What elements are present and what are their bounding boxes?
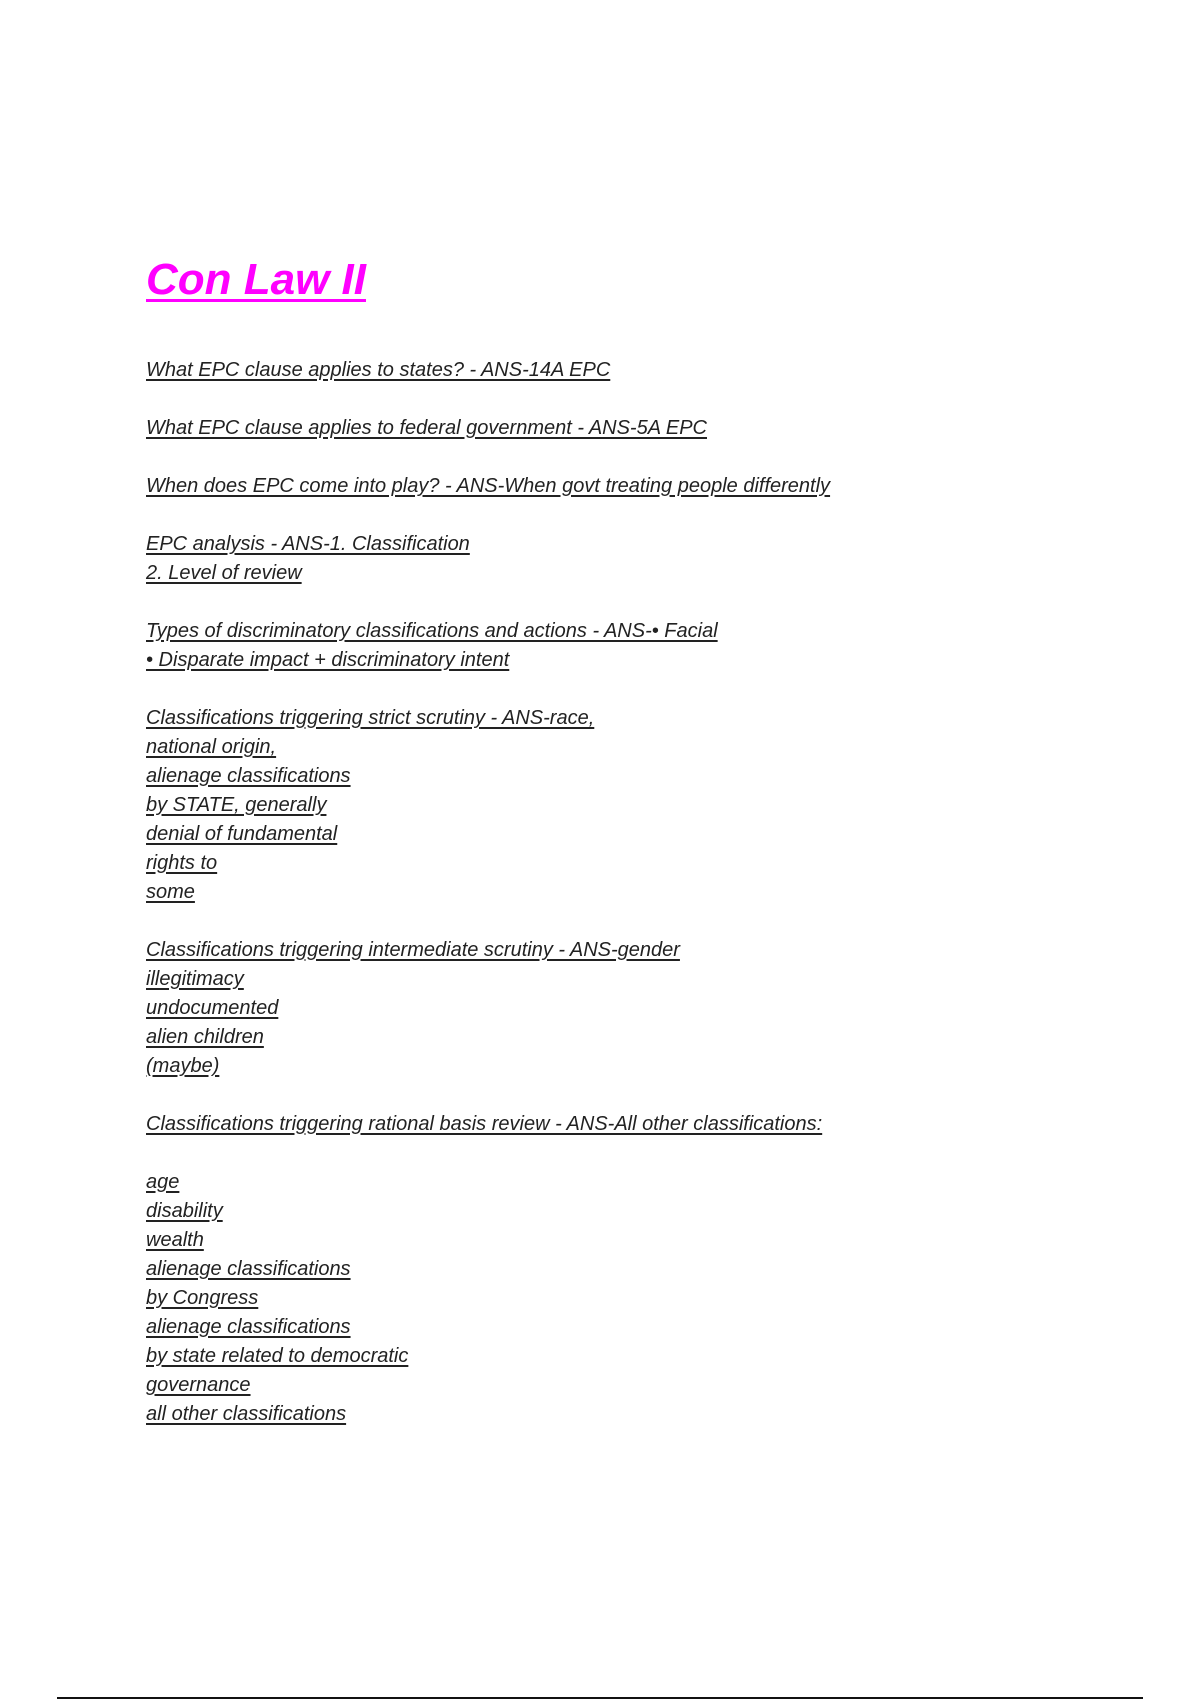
qa-line-text: • Disparate impact + discriminatory intent bbox=[146, 649, 510, 671]
qa-line-text: (maybe) bbox=[146, 1055, 220, 1077]
qa-line-text: alienage classifications bbox=[146, 765, 351, 787]
document-title: Con Law II bbox=[146, 255, 366, 304]
qa-question-line bbox=[146, 356, 1146, 385]
qa-answer-line bbox=[146, 1023, 1146, 1052]
qa-line-text: Classifications triggering intermediate scrutiny - ANS-gender bbox=[146, 939, 680, 961]
blank-line bbox=[146, 1139, 1146, 1168]
qa-entry bbox=[146, 617, 1146, 675]
qa-line-text: all other classifications bbox=[146, 1403, 347, 1425]
qa-line-text: What EPC clause applies to federal government - ANS-5A EPC bbox=[146, 417, 707, 439]
qa-answer-line bbox=[146, 1168, 1146, 1197]
qa-answer-line bbox=[146, 849, 1146, 878]
qa-entry bbox=[146, 704, 1146, 907]
qa-line-text: undocumented bbox=[146, 997, 279, 1019]
qa-question-line bbox=[146, 617, 1146, 646]
qa-answer-line bbox=[146, 646, 1146, 675]
qa-line-text: 2. Level of review bbox=[146, 562, 302, 584]
qa-line-text: by Congress bbox=[146, 1287, 259, 1309]
qa-line-text: Classifications triggering strict scrutiny - ANS-race, bbox=[146, 707, 595, 729]
qa-answer-line bbox=[146, 965, 1146, 994]
qa-line-text: by STATE, generally bbox=[146, 794, 327, 816]
qa-answer-line bbox=[146, 820, 1146, 849]
qa-line-text: EPC analysis - ANS-1. Classification bbox=[146, 533, 470, 555]
qa-answer-line bbox=[146, 1371, 1146, 1400]
qa-answer-line bbox=[146, 762, 1146, 791]
qa-line-text: illegitimacy bbox=[146, 968, 244, 990]
qa-entry bbox=[146, 1110, 1146, 1429]
qa-line-text: wealth bbox=[146, 1229, 204, 1251]
qa-line-text: What EPC clause applies to states? - ANS-14A EPC bbox=[146, 359, 611, 381]
qa-answer-line bbox=[146, 1052, 1146, 1081]
qa-line-text: national origin, bbox=[146, 736, 277, 758]
qa-line-text: Types of discriminatory classifications and actions - ANS-• Facial bbox=[146, 620, 718, 642]
qa-question-line bbox=[146, 472, 1146, 501]
qa-answer-line bbox=[146, 1342, 1146, 1371]
qa-answer-line bbox=[146, 1226, 1146, 1255]
qa-line-text: alienage classifications bbox=[146, 1258, 351, 1280]
qa-answer-line bbox=[146, 1400, 1146, 1429]
qa-line-text: by state related to democratic bbox=[146, 1345, 409, 1367]
qa-question-line bbox=[146, 1110, 1146, 1139]
qa-question-line bbox=[146, 936, 1146, 965]
qa-question-line bbox=[146, 414, 1146, 443]
qa-answer-line bbox=[146, 733, 1146, 762]
qa-answer-line bbox=[146, 559, 1146, 588]
qa-line-text: alienage classifications bbox=[146, 1316, 351, 1338]
qa-line-text: rights to bbox=[146, 852, 218, 874]
qa-entry bbox=[146, 472, 1146, 501]
qa-entry bbox=[146, 356, 1146, 385]
footer-rule bbox=[57, 1697, 1143, 1699]
qa-list bbox=[146, 356, 1146, 1458]
qa-entry bbox=[146, 414, 1146, 443]
qa-line-text: When does EPC come into play? - ANS-When govt treating people differently bbox=[146, 475, 831, 497]
qa-answer-line bbox=[146, 1284, 1146, 1313]
qa-answer-line bbox=[146, 1255, 1146, 1284]
qa-line-text: denial of fundamental bbox=[146, 823, 338, 845]
qa-line-text: some bbox=[146, 881, 195, 903]
qa-line-text: Classifications triggering rational basis review - ANS-All other classifications: bbox=[146, 1113, 823, 1135]
qa-line-text: alien children bbox=[146, 1026, 264, 1048]
qa-entry bbox=[146, 936, 1146, 1081]
qa-question-line bbox=[146, 530, 1146, 559]
qa-answer-line bbox=[146, 1197, 1146, 1226]
qa-answer-line bbox=[146, 1313, 1146, 1342]
qa-line-text: disability bbox=[146, 1200, 223, 1222]
qa-entry bbox=[146, 530, 1146, 588]
qa-line-text: age bbox=[146, 1171, 180, 1193]
qa-answer-line bbox=[146, 994, 1146, 1023]
qa-line-text: governance bbox=[146, 1374, 251, 1396]
qa-answer-line bbox=[146, 878, 1146, 907]
qa-answer-line bbox=[146, 791, 1146, 820]
qa-question-line bbox=[146, 704, 1146, 733]
